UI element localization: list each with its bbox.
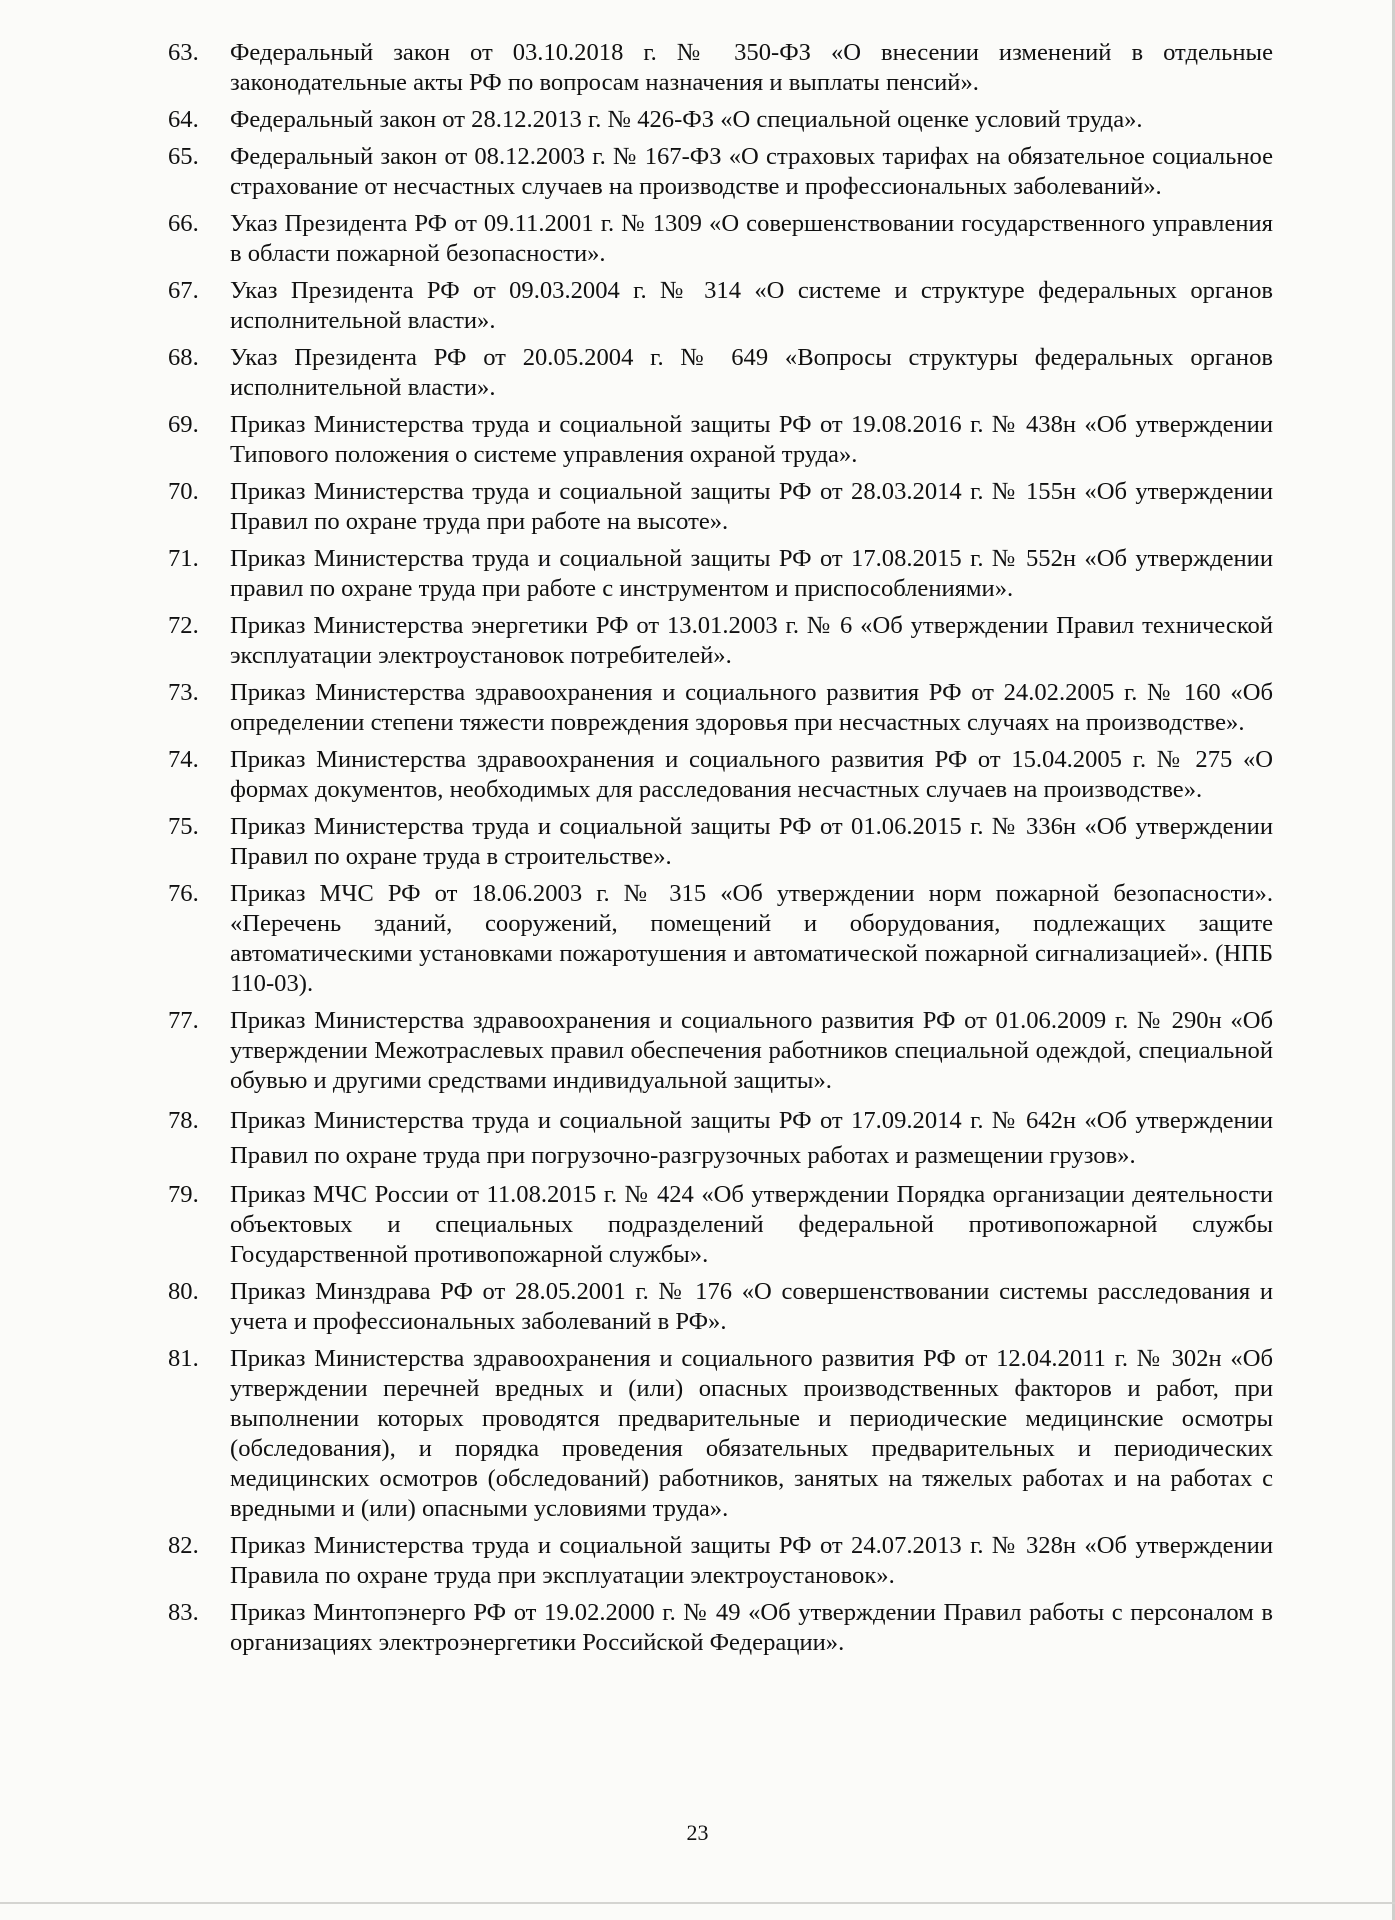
list-item [168, 1344, 1273, 1524]
list-item [168, 1277, 1273, 1337]
list-item [168, 343, 1273, 403]
list-item [168, 410, 1273, 470]
item-number: 78. [168, 1107, 199, 1134]
list-item [168, 544, 1273, 604]
item-number: 70. [168, 478, 199, 505]
item-text: Приказ Министерства энергетики РФ от 13.01.2003 г. № 6 «Об утверждении Правил технической эксплуатации электроустановок потребителей». [230, 612, 1273, 669]
list-item [168, 1103, 1273, 1173]
item-number: 68. [168, 344, 199, 371]
item-text: Указ Президента РФ от 20.05.2004 г. № 649 «Вопросы структуры федеральных органов исполнительной власти». [230, 344, 1273, 401]
item-number: 64. [168, 106, 199, 133]
item-number: 67. [168, 277, 199, 304]
item-number: 69. [168, 411, 199, 438]
item-text: Приказ МЧС РФ от 18.06.2003 г. № 315 «Об утверждении норм пожарной безопасности». «Перечень зданий, сооружений, помещений и оборудования, подлежащих защите автоматическими установками пожаротушения и автоматической пожарной сигнализацией». (НПБ 110-03). [230, 880, 1273, 997]
item-text: Приказ Министерства труда и социальной защиты РФ от 28.03.2014 г. № 155н «Об утверждении Правил по охране труда при работе на высоте». [230, 478, 1273, 535]
item-number: 76. [168, 880, 199, 907]
item-text: Указ Президента РФ от 09.11.2001 г. № 1309 «О совершенствовании государственного управления в области пожарной безопасности». [230, 210, 1273, 267]
list-item [168, 1598, 1273, 1658]
item-text: Приказ Министерства труда и социальной защиты РФ от 19.08.2016 г. № 438н «Об утверждении Типового положения о системе управления охраной труда». [230, 411, 1273, 468]
item-number: 82. [168, 1532, 199, 1559]
item-number: 63. [168, 39, 199, 66]
item-text: Приказ Министерства здравоохранения и социального развития РФ от 15.04.2005 г. № 275 «О формах документов, необходимых для расследования несчастных случаев на производстве». [230, 746, 1273, 803]
list-item [168, 1531, 1273, 1591]
item-number: 77. [168, 1007, 199, 1034]
item-text: Приказ Минтопэнерго РФ от 19.02.2000 г. № 49 «Об утверждении Правил работы с персоналом в организациях электроэнергетики Российской Федерации». [230, 1599, 1273, 1656]
item-text: Приказ Министерства здравоохранения и социального развития РФ от 12.04.2011 г. № 302н «Об утверждении перечней вредных и (или) опасных производственных факторов и работ, при выполнении которых проводятся предварительные и периодические медицинские осмотры (обследования), и порядка проведения обязательных предварительных и периодических медицинских осмотров (обследований) работников, занятых на тяжелых работах и на работах с вредными и (или) опасными условиями труда». [230, 1345, 1273, 1522]
list-item [168, 142, 1273, 202]
list-item [168, 1180, 1273, 1270]
item-text: Приказ Министерства труда и социальной защиты РФ от 17.08.2015 г. № 552н «Об утверждении правил по охране труда при работе с инструментом и приспособлениями». [230, 545, 1273, 602]
item-text: Приказ Министерства труда и социальной защиты РФ от 17.09.2014 г. № 642н «Об утверждении Правил по охране труда при погрузочно-разгрузочных работах и размещении грузов». [230, 1107, 1273, 1169]
item-number: 71. [168, 545, 199, 572]
list-item [168, 209, 1273, 269]
item-number: 79. [168, 1181, 199, 1208]
list-item [168, 38, 1273, 98]
item-text: Приказ Министерства труда и социальной защиты РФ от 24.07.2013 г. № 328н «Об утверждении Правила по охране труда при эксплуатации электроустановок». [230, 1532, 1273, 1589]
reference-list [168, 38, 1273, 1665]
item-text: Федеральный закон от 08.12.2003 г. № 167-ФЗ «О страховых тарифах на обязательное социальное страхование от несчастных случаев на производстве и профессиональных заболеваний». [230, 143, 1273, 200]
scan-edge [0, 1902, 1395, 1904]
item-text: Приказ Минздрава РФ от 28.05.2001 г. № 176 «О совершенствовании системы расследования и учета и профессиональных заболеваний в РФ». [230, 1278, 1273, 1335]
list-item [168, 1006, 1273, 1096]
item-text: Приказ Министерства труда и социальной защиты РФ от 01.06.2015 г. № 336н «Об утверждении Правил по охране труда в строительстве». [230, 813, 1273, 870]
item-number: 75. [168, 813, 199, 840]
item-text: Приказ Министерства здравоохранения и социального развития РФ от 24.02.2005 г. № 160 «Об определении степени тяжести повреждения здоровья при несчастных случаях на производстве». [230, 679, 1273, 736]
item-text: Приказ МЧС России от 11.08.2015 г. № 424 «Об утверждении Порядка организации деятельности объектовых и специальных подразделений федеральной противопожарной службы Государственной противопожарной службы». [230, 1181, 1273, 1268]
item-text: Указ Президента РФ от 09.03.2004 г. № 314 «О системе и структуре федеральных органов исполнительной власти». [230, 277, 1273, 334]
list-item [168, 105, 1273, 135]
list-item [168, 678, 1273, 738]
item-text: Федеральный закон от 28.12.2013 г. № 426-ФЗ «О специальной оценке условий труда». [230, 106, 1143, 133]
item-number: 83. [168, 1599, 199, 1626]
list-item [168, 879, 1273, 999]
list-item [168, 611, 1273, 671]
list-item [168, 812, 1273, 872]
item-number: 65. [168, 143, 199, 170]
item-number: 74. [168, 746, 199, 773]
list-item [168, 745, 1273, 805]
item-number: 73. [168, 679, 199, 706]
item-number: 66. [168, 210, 199, 237]
list-item [168, 276, 1273, 336]
page-number: 23 [686, 1820, 709, 1845]
item-number: 80. [168, 1278, 199, 1305]
item-text: Приказ Министерства здравоохранения и социального развития РФ от 01.06.2009 г. № 290н «Об утверждении Межотраслевых правил обеспечения работников специальной одеждой, специальной обувью и другими средствами индивидуальной защиты». [230, 1007, 1273, 1094]
item-number: 72. [168, 612, 199, 639]
list-item [168, 477, 1273, 537]
item-text: Федеральный закон от 03.10.2018 г. № 350-ФЗ «О внесении изменений в отдельные законодательные акты РФ по вопросам назначения и выплаты пенсий». [230, 39, 1273, 96]
item-number: 81. [168, 1345, 199, 1372]
